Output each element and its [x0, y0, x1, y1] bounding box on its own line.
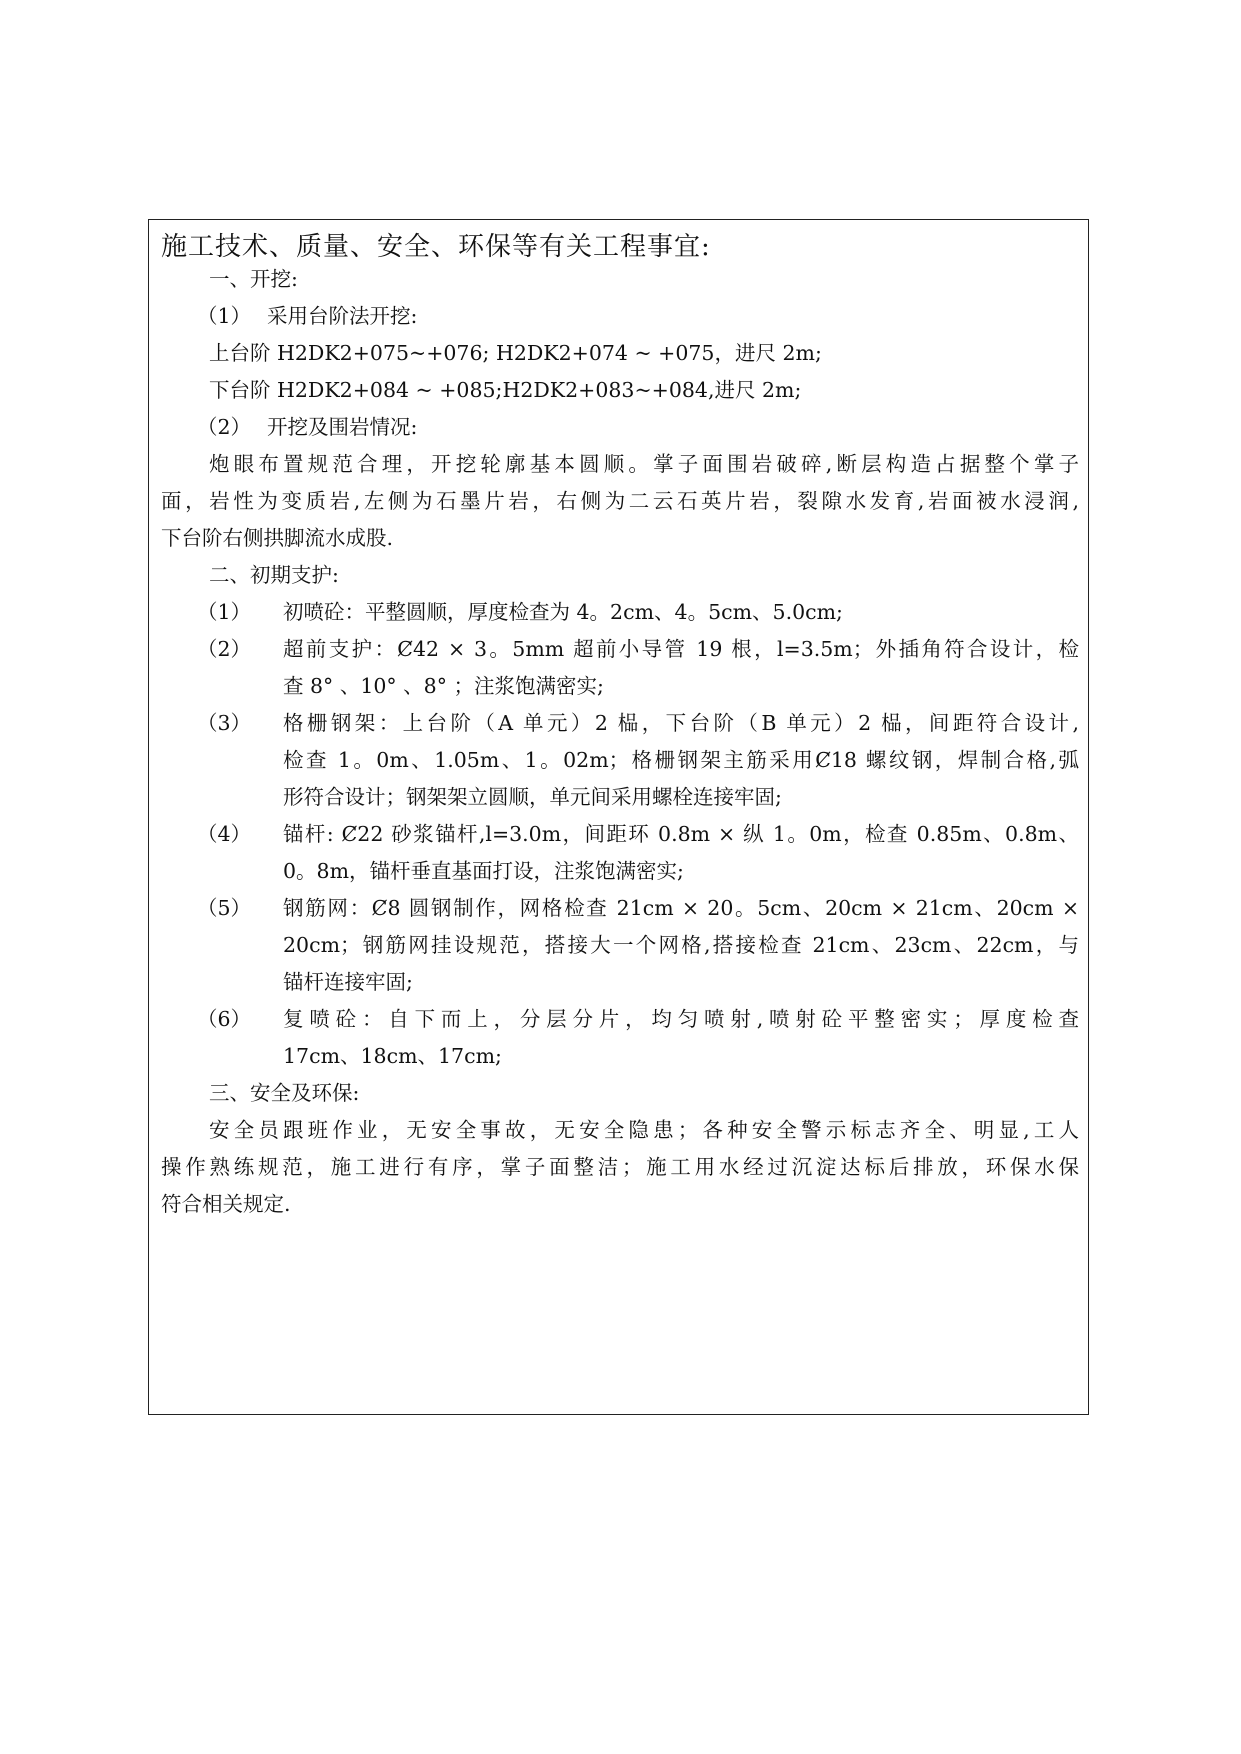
- support-item-line: 超前支护：Ȼ42 × 3。5mm 超前小导管 19 根，l=3.5m；外插角符合设计，检: [283, 637, 1079, 661]
- section1-title: 一、开挖:: [209, 267, 298, 291]
- safety-para-line: 安全员跟班作业，无安全事故，无安全隐患；各种安全警示标志齐全、明显,工人: [209, 1118, 1079, 1142]
- support-item-line: 20cm；钢筋网挂设规范，搭接大一个网格,搭接检查 21cm、23cm、22cm，与: [283, 933, 1079, 957]
- item1-title: 采用台阶法开挖:: [267, 304, 418, 328]
- support-item-line: 检查 1。0m、1.05m、1。02m；格栅钢架主筋采用Ȼ18 螺纹钢，焊制合格,弧: [283, 748, 1079, 772]
- support-item-number: （6）: [197, 1007, 252, 1031]
- support-item-line: 钢筋网：Ȼ8 圆钢制作，网格检查 21cm × 20。5cm、20cm × 21cm、20cm ×: [283, 896, 1079, 920]
- support-item-line: 格栅钢架：上台阶（A 单元）2 榀，下台阶（B 单元）2 榀，间距符合设计,: [283, 711, 1079, 735]
- support-item-number: （5）: [197, 896, 252, 920]
- safety-para-line: 操作熟练规范，施工进行有序，掌子面整洁；施工用水经过沉淀达标后排放，环保水保: [161, 1155, 1079, 1179]
- support-item-number: （4）: [197, 822, 252, 846]
- support-item-number: （1）: [197, 600, 252, 624]
- support-item-line: 查 8° 、10° 、8° ；注浆饱满密实;: [283, 674, 604, 698]
- lower-bench-line: 下台阶 H2DK2+084 ~ +085;H2DK2+083~+084,进尺 2m;: [209, 378, 802, 402]
- item2-title: 开挖及围岩情况:: [267, 415, 418, 439]
- support-item-line: 锚杆连接牢固;: [283, 970, 413, 994]
- section-heading: 施工技术、质量、安全、环保等有关工程事宜:: [161, 232, 711, 262]
- support-item-line: 锚杆: Ȼ22 砂浆锚杆,l=3.0m，间距环 0.8m × 纵 1。0m，检查 0.85m、0.8m、: [283, 822, 1079, 846]
- excavation-para-line: 炮眼布置规范合理，开挖轮廓基本圆顺。掌子面围岩破碎,断层构造占据整个掌子: [209, 452, 1079, 476]
- support-item-line: 形符合设计；钢架架立圆顺，单元间采用螺栓连接牢固;: [283, 785, 782, 809]
- support-item-number: （2）: [197, 637, 252, 661]
- support-item-line: 复喷砼：自下而上，分层分片，均匀喷射,喷射砼平整密实；厚度检查: [283, 1007, 1079, 1031]
- support-item-number: （3）: [197, 711, 252, 735]
- section3-title: 三、安全及环保:: [209, 1081, 360, 1105]
- upper-bench-line: 上台阶 H2DK2+075~+076; H2DK2+074 ~ +075，进尺 2m;: [209, 341, 822, 365]
- excavation-para-line: 下台阶右侧拱脚流水成股.: [161, 526, 394, 550]
- excavation-para-line: 面，岩性为变质岩,左侧为石墨片岩，右侧为二云石英片岩，裂隙水发育,岩面被水浸润,: [161, 489, 1079, 513]
- section2-title: 二、初期支护:: [209, 563, 339, 587]
- item1-number: （1）: [197, 304, 252, 328]
- work-matters-box: [148, 219, 1089, 1415]
- support-item-line: 0。8m，锚杆垂直基面打设，注浆饱满密实;: [283, 859, 684, 883]
- support-item-line: 17cm、18cm、17cm;: [283, 1044, 502, 1068]
- support-item-line: 初喷砼：平整圆顺，厚度检查为 4。2cm、4。5cm、5.0cm;: [283, 600, 843, 624]
- safety-para-line: 符合相关规定.: [161, 1192, 291, 1216]
- item2-number: （2）: [197, 415, 252, 439]
